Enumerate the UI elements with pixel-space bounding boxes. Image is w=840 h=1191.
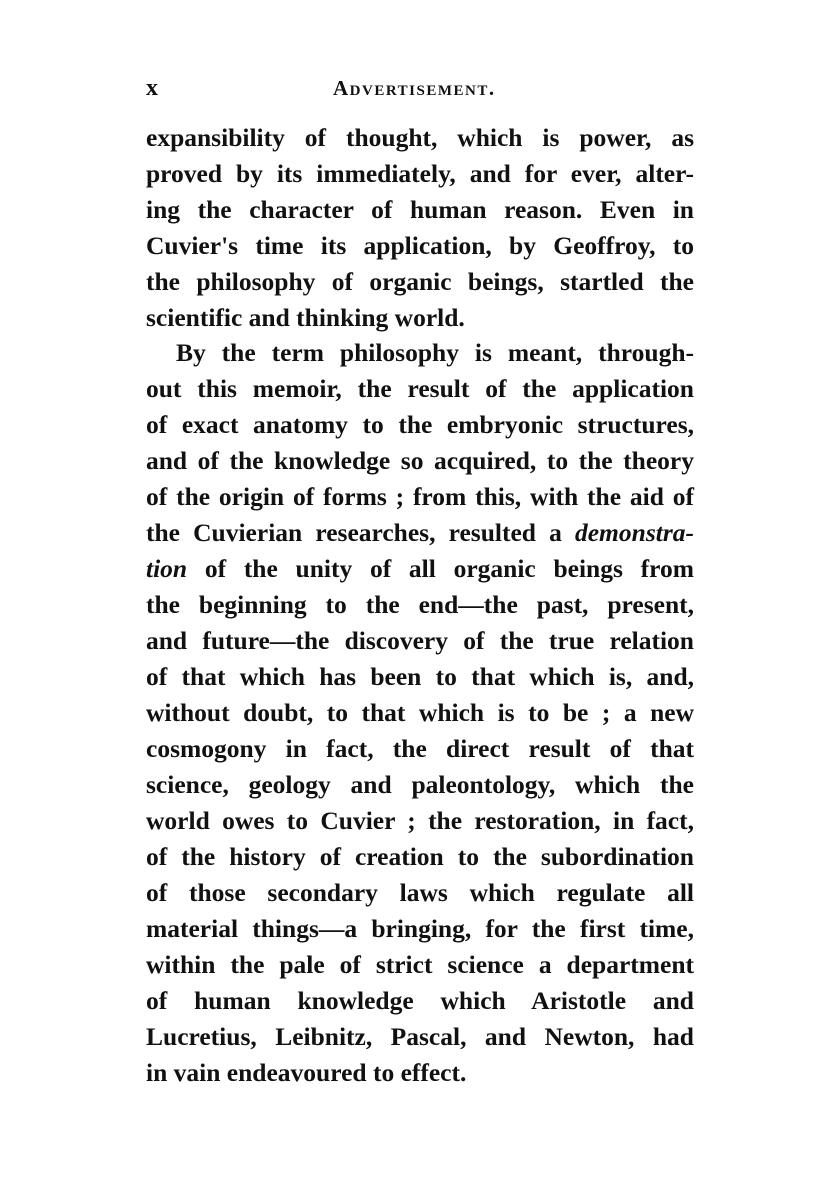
paragraph-1: [146, 120, 694, 336]
paragraph-2: [146, 335, 694, 1091]
text-line: of those secondary laws which regulate all: [146, 878, 694, 907]
text-line: of that which has been to that which is, and,: [146, 662, 694, 691]
italic-word: tion: [146, 554, 188, 583]
text-line: Lucretius, Leibnitz, Pascal, and Newton, had: [146, 1022, 694, 1051]
text-line: science, geology and paleontology, which the: [146, 770, 694, 799]
text-line: [146, 515, 694, 551]
page-number: x: [146, 75, 158, 101]
text-line: the beginning to the end—the past, present,: [146, 590, 694, 619]
text-line: and of the knowledge so acquired, to the theory: [146, 446, 694, 475]
text-line: of exact anatomy to the embryonic structures,: [146, 410, 694, 439]
text-segment: the Cuvierian researches, resulted a: [146, 518, 575, 547]
text-line: in vain endeavoured to effect.: [146, 1058, 467, 1087]
text-segment: of the unity of all organic beings from: [187, 554, 694, 583]
text-line: scientific and thinking world.: [146, 303, 465, 332]
text-line: of the history of creation to the subordination: [146, 842, 694, 871]
text-line: material things—a bringing, for the first time,: [146, 914, 694, 943]
text-line: By the term philosophy is meant, through-: [176, 338, 694, 367]
page-header: [146, 70, 694, 110]
text-line: ing the character of human reason. Even in: [146, 195, 694, 224]
text-line: world owes to Cuvier ; the restoration, in fact,: [146, 806, 694, 835]
text-line: within the pale of strict science a department: [146, 950, 694, 979]
text-line: expansibility of thought, which is power, as: [146, 123, 694, 152]
text-line: of the origin of forms ; from this, with the aid of: [146, 482, 694, 511]
running-title: Advertisement.: [333, 76, 496, 100]
text-line: the philosophy of organic beings, startled the: [146, 267, 694, 296]
text-line: out this memoir, the result of the application: [146, 374, 694, 403]
text-line: without doubt, to that which is to be ; a new: [146, 698, 694, 727]
text-line: of human knowledge which Aristotle and: [146, 986, 694, 1015]
text-line: [146, 551, 694, 587]
italic-word: demonstra-: [574, 518, 694, 547]
text-line: cosmogony in fact, the direct result of that: [146, 734, 694, 763]
text-line: and future—the discovery of the true relation: [146, 626, 694, 655]
text-line: Cuvier's time its application, by Geoffroy, to: [146, 231, 694, 260]
text-line: proved by its immediately, and for ever, alter-: [146, 159, 694, 188]
